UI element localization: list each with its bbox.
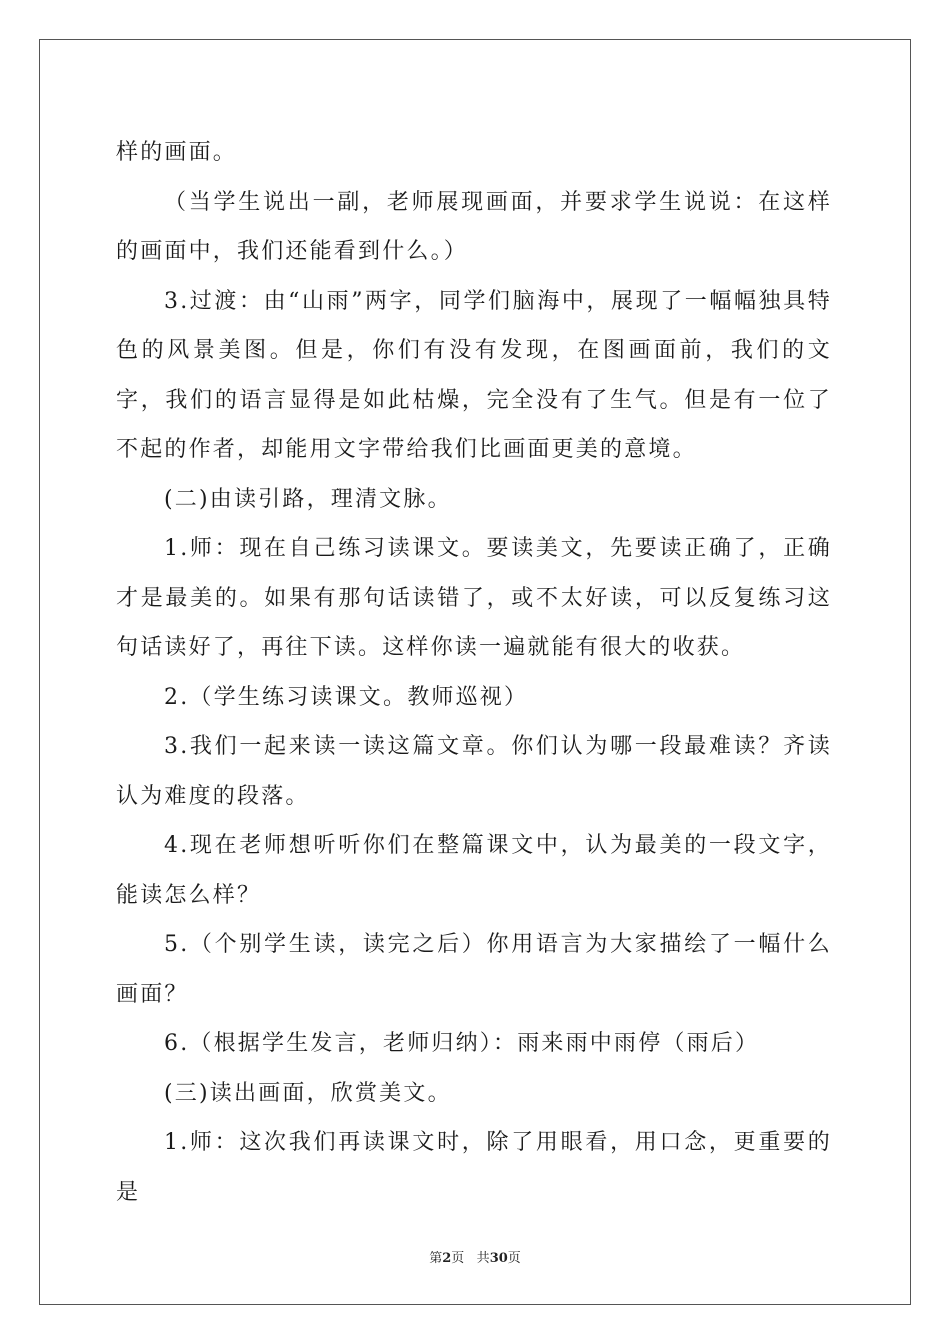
total-suffix: 页 [507,1251,521,1266]
paragraph-9: 5.（个别学生读，读完之后）你用语言为大家描绘了一幅什么画面？ [116,932,832,1007]
paragraph-3: 3.过渡：由“山雨”两字，同学们脑海中，展现了一幅幅独具特色的风景美图。但是，你们有没有发现，在图画面前，我们的文字，我们的语言显得是如此枯燥，完全没有了生气。但是有一位了不起的作者，却能用文字带给我们比画面更美的意境。 [116,288,832,462]
section-heading-2: (二)由读引路，理清文脉。 [164,486,452,512]
paragraph-6: 2.（学生练习读课文。教师巡视） [164,684,529,710]
document-body [116,128,832,1217]
paragraph-2: （当学生说出一副，老师展现画面，并要求学生说说：在这样的画面中，我们还能看到什么。） [116,189,832,264]
paragraph-7: 3.我们一起来读一读这篇文章。你们认为哪一段最难读？齐读认为难度的段落。 [116,734,832,809]
total-pages: 30 [489,1251,508,1266]
paragraph-12: 1.师：这次我们再读课文时，除了用眼看，用口念，更重要的是 [116,1130,832,1205]
section-heading-3: (三)读出画面，欣赏美文。 [164,1080,452,1106]
page-footer [0,1247,950,1266]
paragraph-1: 样的画面。 [116,140,238,165]
paragraph-5: 1.师：现在自己练习读课文。要读美文，先要读正确了，正确才是最美的。如果有那句话读错了，或不太好读，可以反复练习这句话读好了，再往下读。这样你读一遍就能有很大的收获。 [116,536,832,660]
page-prefix: 第 [429,1251,443,1266]
page-suffix: 页 [451,1251,465,1266]
page-number: 2 [442,1251,452,1266]
paragraph-10: 6.（根据学生发言，老师归纳）：雨来雨中雨停（雨后） [164,1031,760,1056]
total-prefix: 共 [476,1251,490,1266]
paragraph-8: 4.现在老师想听听你们在整篇课文中，认为最美的一段文字，能读怎么样？ [116,833,832,908]
